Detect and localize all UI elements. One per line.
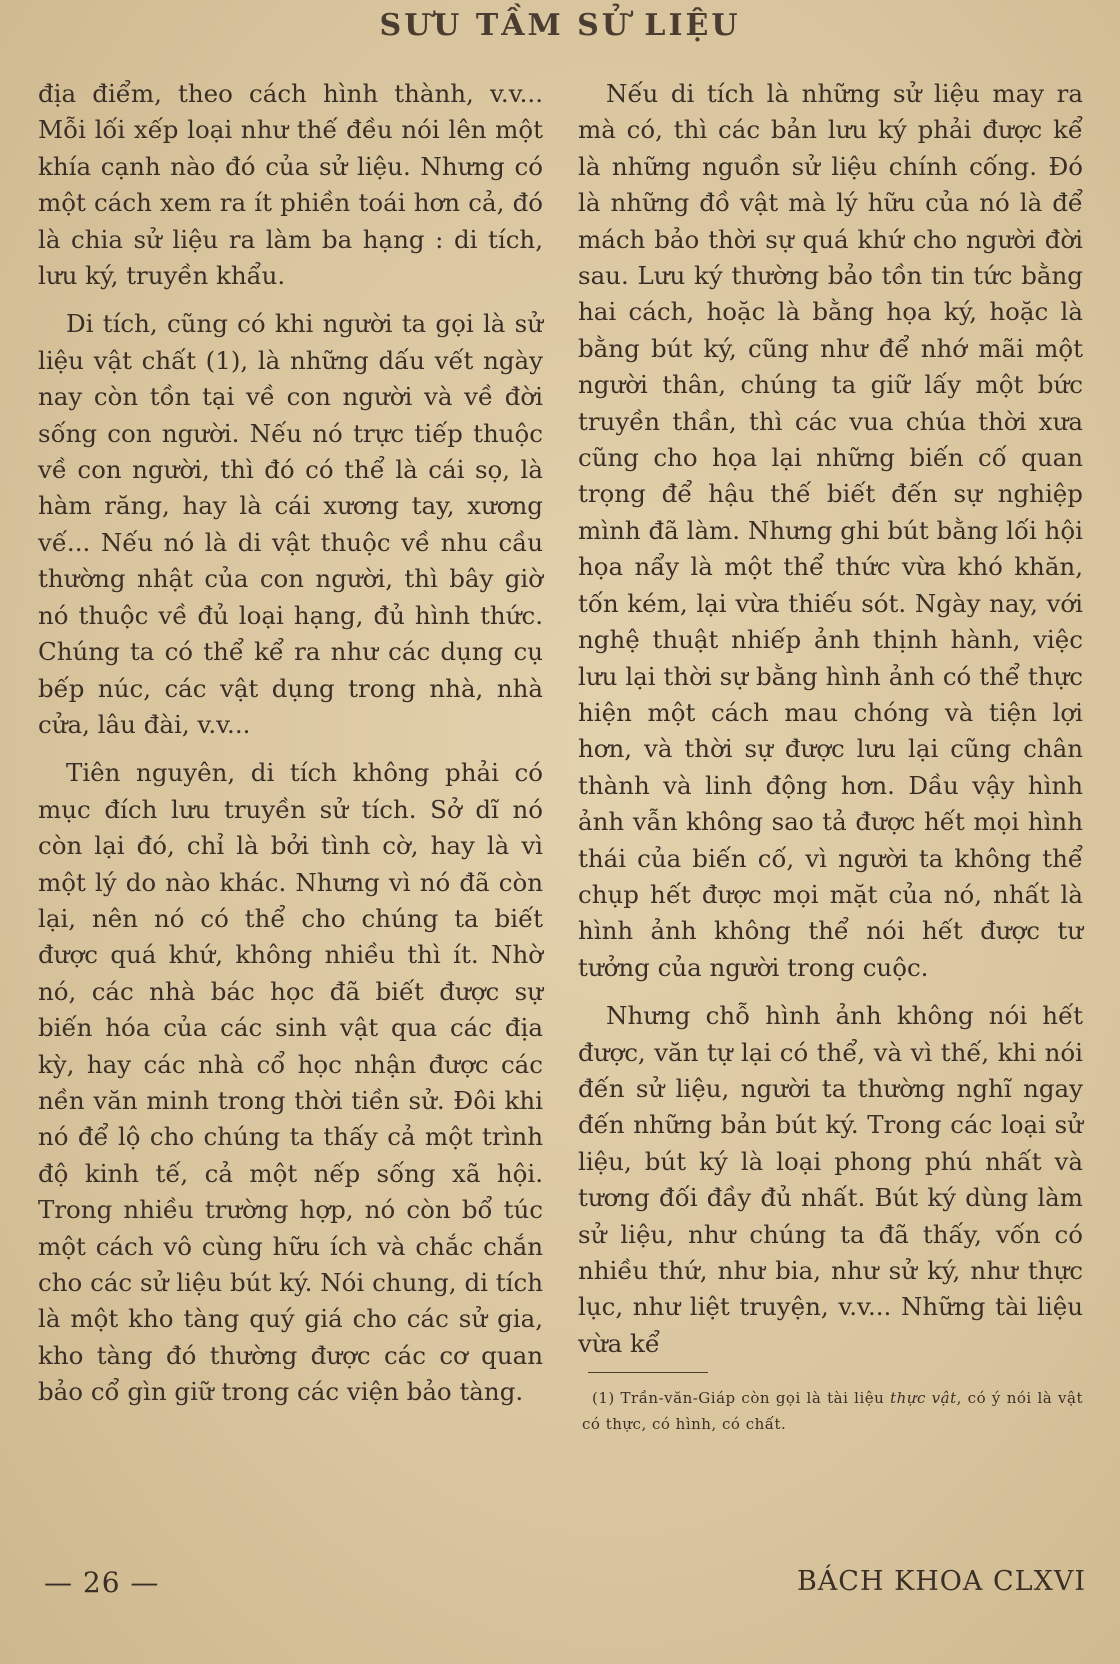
left-column — [38, 76, 543, 1411]
paragraph: địa điểm, theo cách hình thành, v.v... Mỗi lối xếp loại như thế đều nói lên một khía cạnh nào đó của sử liệu. Nhưng có một cách xem ra ít phiền toái hơn cả, đó là chia sử liệu ra làm ba hạng : di tích, lưu ký, truyền khẩu. — [38, 79, 543, 291]
magazine-issue: BÁCH KHOA CLXVI — [796, 1566, 1086, 1597]
right-column — [578, 76, 1083, 1437]
paragraph: Di tích, cũng có khi người ta gọi là sử liệu vật chất (1), là những dấu vết ngày nay còn tồn tại về con người và về đời sống con người. Nếu nó trực tiếp thuộc về con người, thì đó có thể là cái sọ, là hàm răng, hay là cái xương tay, xương vế... Nếu nó là di vật thuộc về nhu cầu thường nhật của con người, thì bây giờ nó thuộc về đủ loại hạng, đủ hình thức. Chúng ta có thể kể ra như các dụng cụ bếp núc, các vật dụng trong nhà, nhà cửa, lâu đài, v.v... — [38, 309, 543, 739]
footnote — [578, 1385, 1083, 1437]
footnote-text: (1) Trần-văn-Giáp còn gọi là tài liệu — [592, 1389, 891, 1408]
footnote-divider — [588, 1372, 708, 1373]
page-number: — 26 — — [44, 1566, 160, 1599]
footnote-text-tail: , có ý nói là vật có thực, có hình, có chất. — [582, 1389, 1083, 1434]
paragraph: Nhưng chỗ hình ảnh không nói hết được, văn tự lại có thể, và vì thế, khi nói đến sử liệu, người ta thường nghĩ ngay đến những bản bút ký. Trong các loại sử liệu, bút ký là loại phong phú nhất và tương đối đầy đủ nhất. Bút ký dùng làm sử liệu, như chúng ta đã thấy, vốn có nhiều thứ, như bia, như sử ký, như thực lục, như liệt truyện, v.v... Những tài liệu vừa kể — [578, 1001, 1083, 1358]
running-header: SƯU TẦM SỬ LIỆU — [379, 8, 741, 43]
footnote-italic: thực vật — [890, 1389, 957, 1408]
paragraph: Tiên nguyên, di tích không phải có mục đích lưu truyền sử tích. Sở dĩ nó còn lại đó, chỉ là bởi tình cờ, hay là vì một lý do nào khác. Nhưng vì nó đã còn lại, nên nó có thể cho chúng ta biết được quá khứ, không nhiều thì ít. Nhờ nó, các nhà bác học đã biết được sự biến hóa của các sinh vật qua các địa kỳ, hay các nhà cổ học nhận được các nền văn minh trong thời tiền sử. Đôi khi nó để lộ cho chúng ta thấy cả một trình độ kinh tế, cả một nếp sống xã hội. Trong nhiều trường hợp, nó còn bổ túc một cách vô cùng hữu ích và chắc chắn cho các sử liệu bút ký. Nói chung, di tích là một kho tàng quý giá cho các sử gia, kho tàng đó thường được các cơ quan bảo cổ gìn giữ trong các viện bảo tàng. — [38, 758, 543, 1407]
paragraph: Nếu di tích là những sử liệu may ra mà có, thì các bản lưu ký phải được kể là những nguồn sử liệu chính cống. Đó là những đồ vật mà lý hữu của nó là để mách bảo thời sự quá khứ cho người đời sau. Lưu ký thường bảo tồn tin tức bằng hai cách, hoặc là bằng họa ký, hoặc là bằng bút ký, cũng như để nhớ mãi một người thân, chúng ta giữ lấy một bức truyền thần, thì các vua chúa thời xưa cũng cho họa lại những biến cố quan trọng để hậu thế biết đến sự nghiệp mình đã làm. Nhưng ghi bút bằng lối hội họa nẩy là một thể thức vừa khó khăn, tốn kém, lại vừa thiếu sót. Ngày nay, với nghệ thuật nhiếp ảnh thịnh hành, việc lưu lại thời sự bằng hình ảnh có thể thực hiện một cách mau chóng và tiện lợi hơn, và thời sự được lưu lại cũng chân thành và linh động hơn. Dầu vậy hình ảnh vẫn không sao tả được hết mọi hình thái của biến cố, vì người ta không thể chụp hết được mọi mặt của nó, nhất là hình ảnh không thể nói hết được tư tưởng của người trong cuộc. — [578, 79, 1083, 982]
